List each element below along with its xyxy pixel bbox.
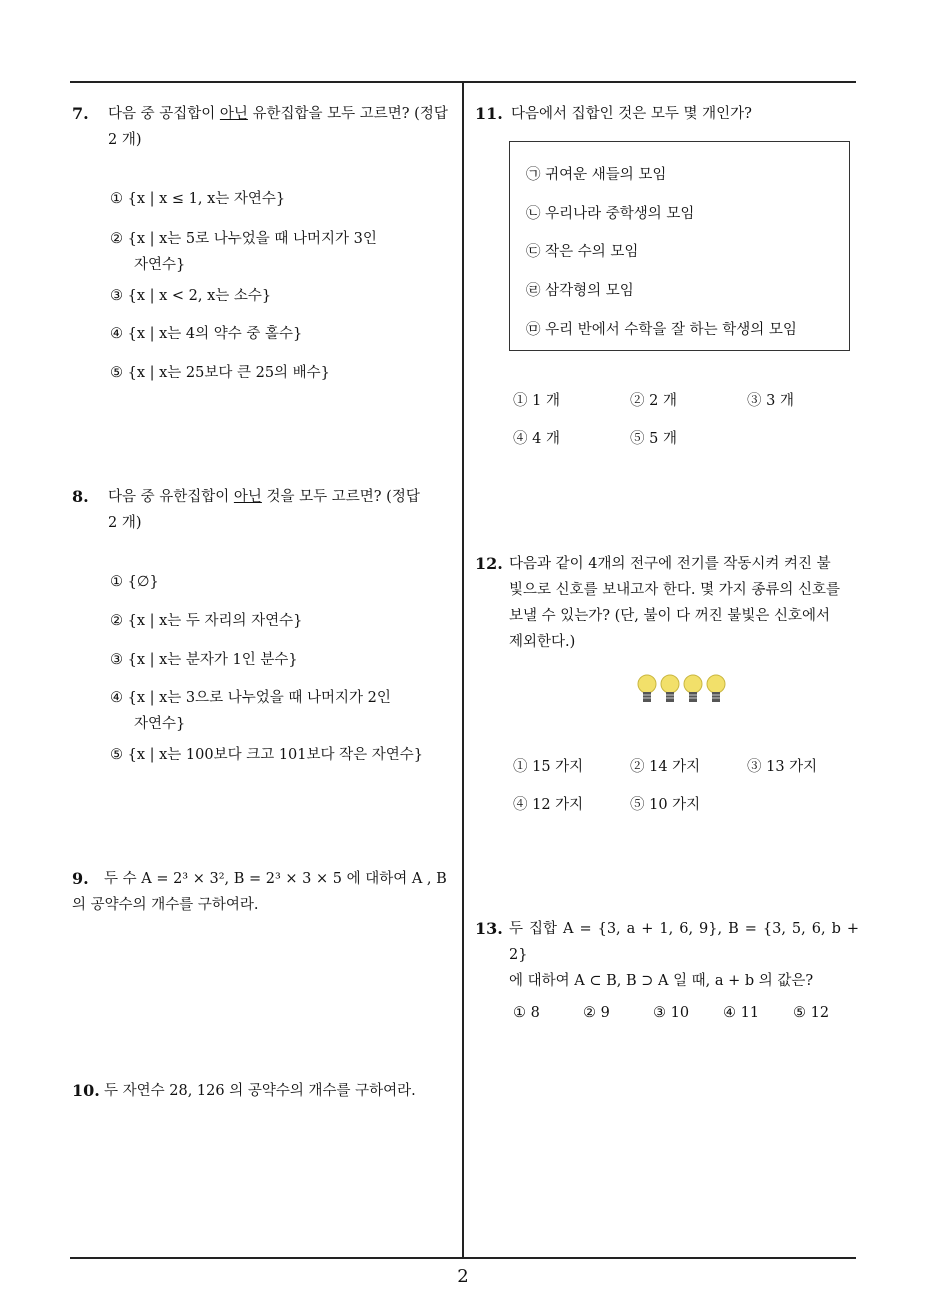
choice-text: {x | x는 두 자리의 자연수} xyxy=(127,613,303,629)
underlined-word: 아닌 xyxy=(219,106,248,122)
q11-choice-5[interactable]: ⑤ 5 개 xyxy=(630,431,677,447)
q13-choice-4[interactable]: ④ 11 xyxy=(723,1005,760,1021)
q11-choice-1[interactable]: ① 1 개 xyxy=(513,393,560,409)
q13-choice-5[interactable]: ⑤ 12 xyxy=(793,1005,830,1021)
choice-text: {x | x는 3으로 나누었을 때 나머지가 2인 xyxy=(127,690,391,706)
box-item: ㉢ 작은 수의 모임 xyxy=(526,244,639,260)
choice-text: {x | x는 분자가 1인 분수} xyxy=(127,652,298,668)
q7-choice-1[interactable] xyxy=(110,186,285,212)
question-line: 빛으로 신호를 보내고자 한다. 몇 가지 종류의 신호를 xyxy=(509,582,841,598)
question-text: 다음에서 집합인 것은 모두 몇 개인가? xyxy=(511,106,752,122)
question-12 xyxy=(475,551,859,655)
q7-choice-4[interactable] xyxy=(110,321,302,347)
choice-mark: ③ xyxy=(110,652,123,668)
question-text xyxy=(509,916,859,994)
box-item: ㉣ 삼각형의 모임 xyxy=(526,283,634,299)
choice-mark: ③ xyxy=(110,288,123,304)
q7-choice-2[interactable] xyxy=(110,226,377,278)
box-item: ㉤ 우리 반에서 수학을 잘 하는 학생의 모임 xyxy=(526,322,797,338)
choice-mark: ① xyxy=(110,574,123,590)
question-number: 7. xyxy=(72,104,89,123)
question-line: 보낼 수 있는가? (단, 불이 다 꺼진 불빛은 신호에서 xyxy=(509,608,831,624)
choice-mark: ② xyxy=(110,231,123,247)
question-text-part: 다음 중 유한집합이 xyxy=(108,489,234,505)
box-item: ㉡ 우리나라 중학생의 모임 xyxy=(526,206,695,222)
light-bulb-icon xyxy=(638,675,656,702)
q11-statement-box xyxy=(509,141,850,351)
choice-mark: ④ xyxy=(110,326,123,342)
q7-choice-3[interactable] xyxy=(110,283,271,309)
choice-text-cont: 자연수} xyxy=(134,716,186,732)
choice-text: {x | x ≤ 1, x는 자연수} xyxy=(127,191,286,207)
question-13 xyxy=(475,916,859,994)
question-text xyxy=(104,866,456,892)
q12-choice-3[interactable]: ③ 13 가지 xyxy=(747,759,818,775)
box-item: ㉠ 귀여운 새들의 모임 xyxy=(526,167,667,183)
q12-choice-5[interactable]: ⑤ 10 가지 xyxy=(630,797,701,813)
question-line: 의 공약수의 개수를 구하여라. xyxy=(72,897,259,913)
q12-choice-2[interactable]: ② 14 가지 xyxy=(630,759,701,775)
choice-text: {x | x는 4의 약수 중 홀수} xyxy=(127,326,303,342)
q12-choice-4[interactable]: ④ 12 가지 xyxy=(513,797,584,813)
question-text-part: 유한집합을 모두 고르면? (정답 xyxy=(247,106,448,122)
question-11 xyxy=(475,101,855,127)
choice-text: {x | x는 25보다 큰 25의 배수} xyxy=(127,365,330,381)
choice-mark: ④ xyxy=(110,690,123,706)
question-line: 에 대하여 A ⊂ B, B ⊃ A 일 때, a + b 의 값은? xyxy=(509,973,814,989)
question-number: 8. xyxy=(72,487,89,506)
q8-choice-3[interactable] xyxy=(110,647,298,673)
question-8 xyxy=(72,484,454,536)
question-9 xyxy=(72,866,456,918)
choice-mark: ② xyxy=(110,613,123,629)
q13-choice-1[interactable]: ① 8 xyxy=(513,1005,540,1021)
question-number: 12. xyxy=(475,554,503,573)
underlined-word: 아닌 xyxy=(233,489,262,505)
question-text xyxy=(108,484,454,536)
question-number: 11. xyxy=(475,104,503,123)
light-bulb-icon xyxy=(684,675,702,702)
choice-text: {x | x는 5로 나누었을 때 나머지가 3인 xyxy=(127,231,377,247)
q13-choice-2[interactable]: ② 9 xyxy=(583,1005,610,1021)
choice-text: {x | x는 100보다 크고 101보다 작은 자연수} xyxy=(127,747,423,763)
q8-choice-5[interactable] xyxy=(110,742,423,768)
choice-mark: ⑤ xyxy=(110,747,123,763)
choice-mark: ① xyxy=(110,191,123,207)
q8-choice-1[interactable] xyxy=(110,569,159,595)
question-10 xyxy=(72,1078,456,1104)
q8-choice-4[interactable] xyxy=(110,685,391,737)
choice-text-cont: 자연수} xyxy=(134,257,186,273)
q7-choice-5[interactable] xyxy=(110,360,330,386)
light-bulbs-figure xyxy=(636,672,728,706)
q8-choice-2[interactable] xyxy=(110,608,302,634)
question-line: 다음과 같이 4개의 전구에 전기를 작동시켜 켜진 불 xyxy=(509,556,831,572)
question-text-part: 것을 모두 고르면? (정답 xyxy=(261,489,420,505)
question-number: 10. xyxy=(72,1081,100,1100)
choice-text: {x | x < 2, x는 소수} xyxy=(127,288,272,304)
question-number: 13. xyxy=(475,919,503,938)
q13-choice-3[interactable]: ③ 10 xyxy=(653,1005,690,1021)
question-text: 두 자연수 28, 126 의 공약수의 개수를 구하여라. xyxy=(104,1083,416,1099)
column-divider xyxy=(462,81,464,1258)
q11-choice-4[interactable]: ④ 4 개 xyxy=(513,431,560,447)
question-line: 제외한다.) xyxy=(509,634,576,650)
question-text-part: 다음 중 공집합이 xyxy=(108,106,220,122)
question-text-part: 2 개) xyxy=(108,132,142,148)
question-line: 두 수 A = 2³ × 3², B = 2³ × 3 × 5 에 대하여 A , B xyxy=(104,871,447,887)
page-number: 2 xyxy=(457,1266,469,1287)
light-bulb-icon xyxy=(661,675,679,702)
question-text-part: 2 개) xyxy=(108,515,142,531)
choice-text: {∅} xyxy=(127,574,159,590)
light-bulb-icon xyxy=(707,675,725,702)
bottom-rule xyxy=(70,1257,856,1259)
question-number: 9. xyxy=(72,869,89,888)
question-text xyxy=(108,101,454,153)
question-text xyxy=(509,551,859,655)
question-7 xyxy=(72,101,454,153)
q11-choice-3[interactable]: ③ 3 개 xyxy=(747,393,794,409)
choice-mark: ⑤ xyxy=(110,365,123,381)
question-line: 두 집합 A = {3, a + 1, 6, 9}, B = {3, 5, 6, b + 2} xyxy=(509,921,859,963)
q11-choice-2[interactable]: ② 2 개 xyxy=(630,393,677,409)
q12-choice-1[interactable]: ① 15 가지 xyxy=(513,759,584,775)
